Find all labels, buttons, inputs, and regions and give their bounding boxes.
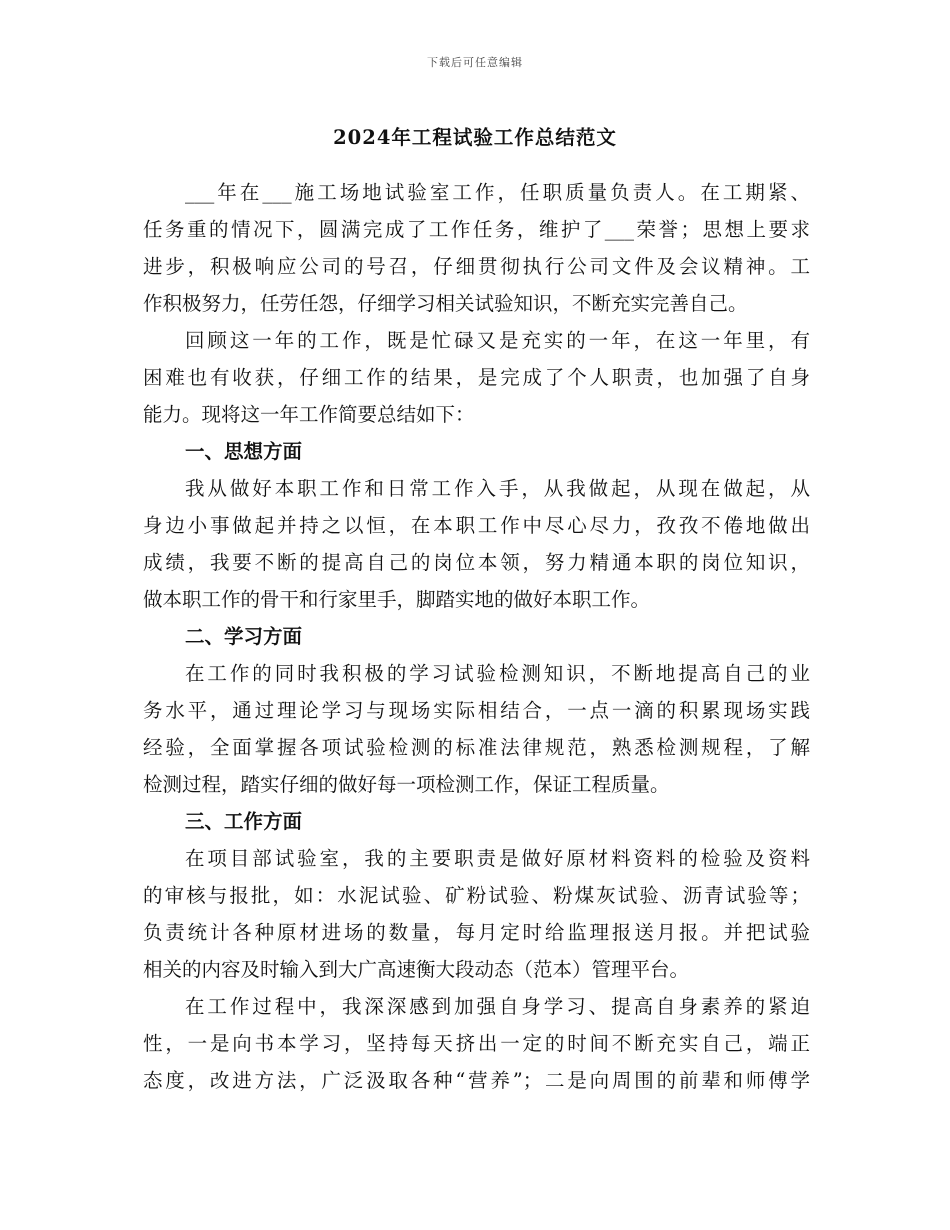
paragraph-line: 务水平，通过理论学习与现场实际相结合，一点一滴的积累现场实践 [143,699,810,722]
paragraph-line: 相关的内容及时输入到大广高速衡大段动态（范本）管理平台。 [143,958,690,981]
paragraph-line: 性，一是向书本学习，坚持每天挤出一定的时间不断充实自己，端正 [143,1032,810,1055]
paragraph-line: 的审核与报批，如：水泥试验、矿粉试验、粉煤灰试验、沥青试验等； [143,884,810,907]
section-heading: 三、工作方面 [185,810,303,833]
paragraph-line: 作积极努力，任劳任怨，仔细学习相关试验知识，不断充实完善自己。 [143,292,748,315]
paragraph-line: 能力。现将这一年工作简要总结如下： [143,403,475,426]
paragraph-line: 做本职工作的骨干和行家里手，脚踏实地的做好本职工作。 [143,588,651,611]
document-title: 2024年工程试验工作总结范文 [333,126,617,149]
paragraph-line: 态度，改进方法，广泛汲取各种“营养”；二是向周围的前辈和师傅学 [143,1069,810,1092]
paragraph-line: ___年在___施工场地试验室工作，任职质量负责人。在工期紧、 [185,181,810,204]
paragraph-line: 在工作的同时我积极的学习试验检测知识，不断地提高自己的业 [185,662,810,685]
paragraph-line: 在工作过程中，我深深感到加强自身学习、提高自身素养的紧迫 [185,995,810,1018]
paragraph-line: 在项目部试验室，我的主要职责是做好原材料资料的检验及资料 [185,847,810,870]
paragraph-line: 成绩，我要不断的提高自己的岗位本领，努力精通本职的岗位知识， [143,551,810,574]
document-body [143,174,810,1099]
paragraph-line: 身边小事做起并持之以恒，在本职工作中尽心尽力，孜孜不倦地做出 [143,514,810,537]
header-note: 下载后可任意编辑 [427,56,523,69]
paragraph-line: 进步，积极响应公司的号召，仔细贯彻执行公司文件及会议精神。工 [143,255,810,278]
section-heading: 一、思想方面 [185,440,303,463]
paragraph-line: 检测过程，踏实仔细的做好每一项检测工作，保证工程质量。 [143,773,670,796]
paragraph-line: 我从做好本职工作和日常工作入手，从我做起，从现在做起，从 [185,477,810,500]
paragraph-line: 困难也有收获，仔细工作的结果，是完成了个人职责，也加强了自身 [143,366,810,389]
paragraph-line: 经验，全面掌握各项试验检测的标准法律规范，熟悉检测规程，了解 [143,736,810,759]
paragraph-line: 任务重的情况下，圆满完成了工作任务，维护了___荣誉；思想上要求 [143,218,810,241]
section-heading: 二、学习方面 [185,625,303,648]
paragraph-line: 回顾这一年的工作，既是忙碌又是充实的一年，在这一年里，有 [185,329,810,352]
paragraph-line: 负责统计各种原材进场的数量，每月定时给监理报送月报。并把试验 [143,921,810,944]
